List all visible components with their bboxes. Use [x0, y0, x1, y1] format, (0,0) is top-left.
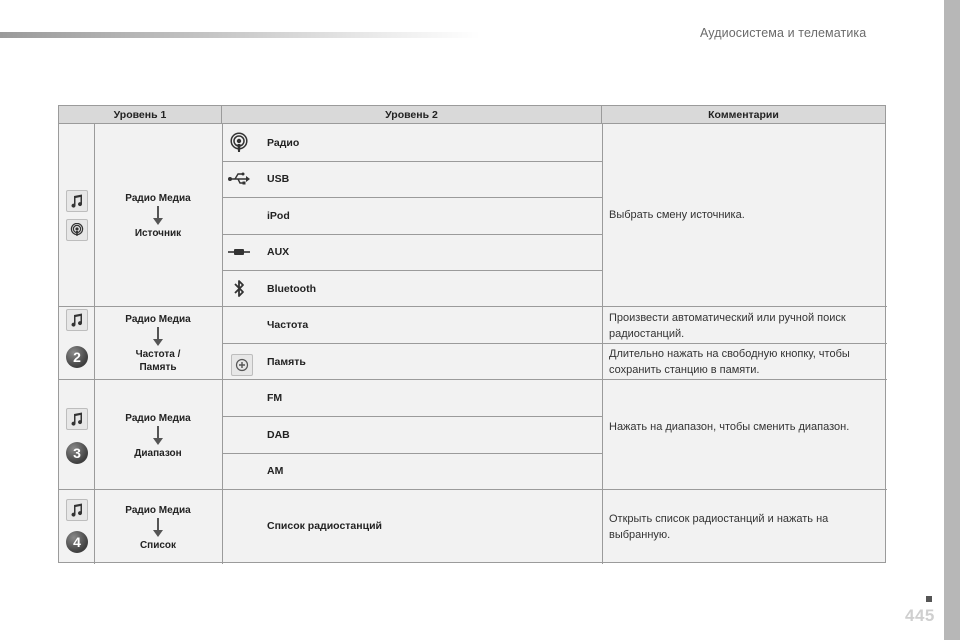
level1-top: Радио Медиа	[125, 193, 191, 204]
comment-band: Нажать на диапазон, чтобы сменить диапазон.	[609, 421, 850, 433]
arrow-down-icon	[153, 206, 163, 226]
option-aux[interactable]: AUX	[267, 246, 290, 258]
option-ipod[interactable]: iPod	[267, 210, 290, 222]
arrow-down-icon	[153, 327, 163, 347]
subrow-divider	[222, 161, 602, 162]
header-level2: Уровень 2	[222, 106, 602, 124]
subrow-divider	[222, 234, 602, 235]
aux-jack-icon	[227, 244, 255, 268]
subrow-divider	[222, 270, 602, 271]
option-dab[interactable]: DAB	[267, 429, 290, 441]
level1-list	[95, 504, 221, 552]
header-comments: Комментарии	[602, 106, 885, 124]
row-divider	[59, 306, 887, 307]
level1-bottom: Источник	[134, 228, 182, 239]
music-note-icon	[66, 309, 88, 331]
row-divider	[59, 489, 887, 490]
top-gradient-bar	[0, 32, 480, 38]
radio-wave-icon	[227, 132, 255, 156]
music-note-icon	[66, 408, 88, 430]
col-divider-level1	[222, 124, 223, 564]
subrow-divider	[222, 197, 602, 198]
col-divider-level2	[602, 124, 603, 564]
arrow-down-icon	[153, 426, 163, 446]
bluetooth-icon	[227, 278, 255, 302]
radio-wave-icon	[66, 219, 88, 241]
step-badge-3: 3	[66, 442, 88, 464]
step-badge-2: 2	[66, 346, 88, 368]
option-bluetooth[interactable]: Bluetooth	[267, 283, 316, 295]
option-memory[interactable]: Память	[267, 356, 306, 368]
page-number: 445	[905, 606, 935, 625]
option-am[interactable]: AM	[267, 465, 284, 477]
level1-top: Радио Медиа	[125, 505, 191, 516]
comment-frequency: Произвести автоматический или ручной поиск радиостанций.	[609, 312, 846, 340]
option-fm[interactable]: FM	[267, 392, 283, 404]
subrow-divider	[222, 416, 602, 417]
level1-bottom-line2: Память	[139, 362, 177, 373]
menu-table	[58, 105, 886, 563]
option-radio[interactable]: Радио	[267, 137, 300, 149]
comment-source: Выбрать смену источника.	[609, 209, 745, 221]
side-strip	[944, 0, 960, 640]
level1-bottom: Диапазон	[134, 448, 182, 459]
level1-bottom-line1: Частота /	[135, 349, 181, 360]
music-note-icon	[66, 190, 88, 212]
option-frequency[interactable]: Частота	[267, 319, 309, 331]
level1-top: Радио Медиа	[125, 413, 191, 424]
level1-frequency	[95, 313, 221, 374]
level1-source	[95, 192, 221, 240]
memory-add-icon	[231, 354, 253, 376]
music-note-icon	[66, 499, 88, 521]
comment-memory: Длительно нажать на свободную кнопку, чтобы сохранить станцию в памяти.	[609, 348, 850, 376]
option-station-list[interactable]: Список радиостанций	[267, 520, 382, 532]
comment-list: Открыть список радиостанций и нажать на выбранную.	[609, 513, 829, 541]
option-usb[interactable]: USB	[267, 173, 290, 185]
section-title: Аудиосистема и телематика	[700, 26, 867, 40]
level1-bottom: Список	[139, 540, 177, 551]
row-divider	[59, 379, 887, 380]
level1-band	[95, 412, 221, 460]
step-badge-4: 4	[66, 531, 88, 553]
usb-icon	[227, 170, 255, 194]
arrow-down-icon	[153, 518, 163, 538]
header-level1: Уровень 1	[59, 106, 222, 124]
subrow-divider	[222, 453, 602, 454]
page-marker	[926, 596, 932, 602]
level1-top: Радио Медиа	[125, 314, 191, 325]
subrow-divider	[222, 343, 887, 344]
